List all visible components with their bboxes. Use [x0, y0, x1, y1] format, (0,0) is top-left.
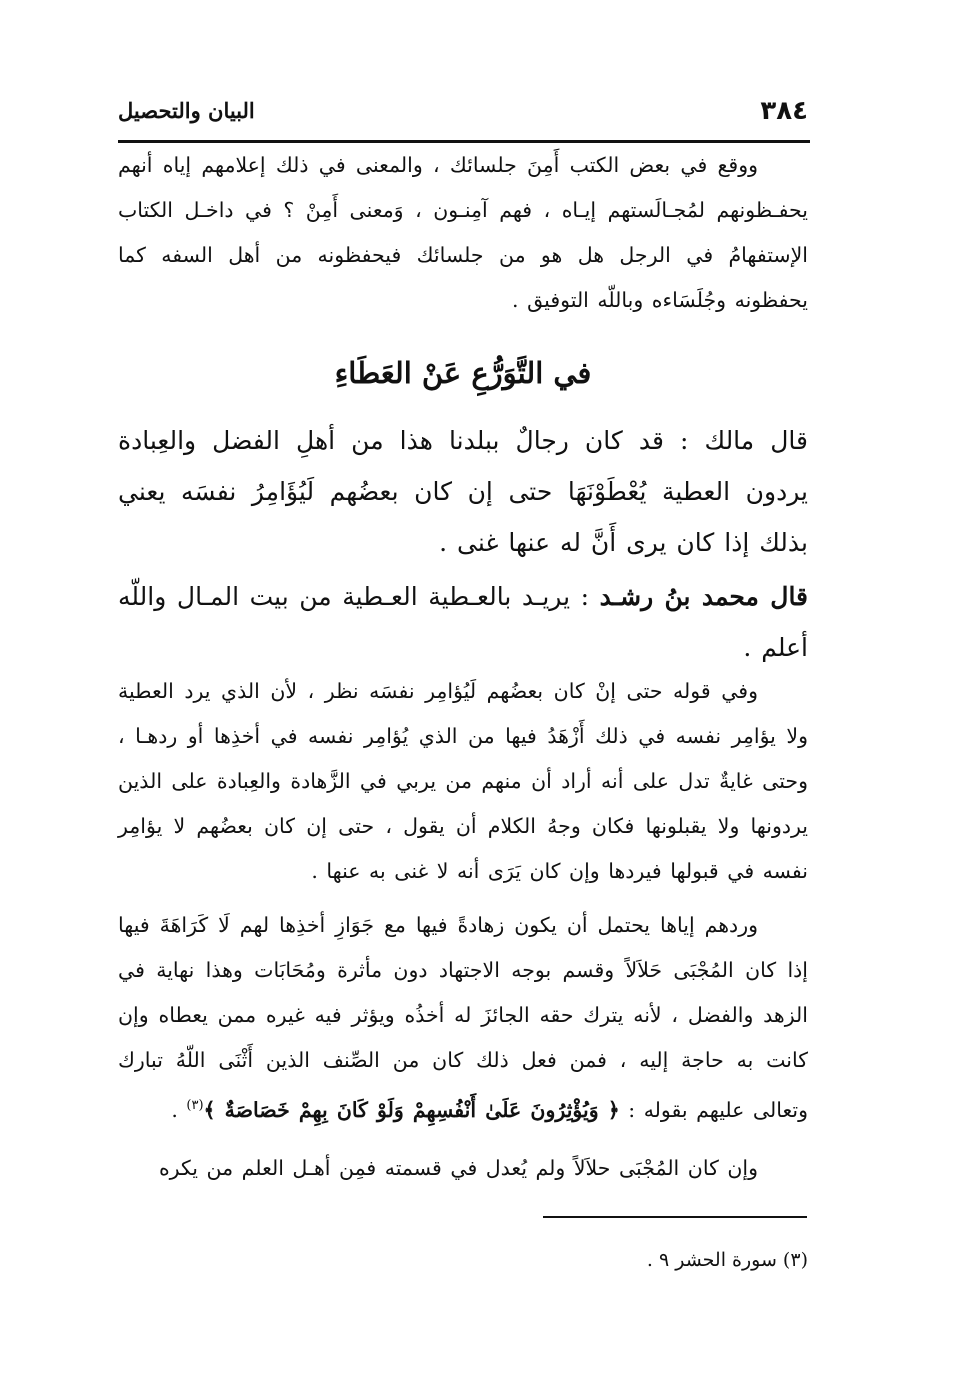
malik-paragraph: قال مالك : قد كان رجالٌ ببلدنا هذا من أهلِ الفضل والعِبادة يردون العطية يُعْطَوْنَهَا حتى إن كان بعضُهم لَيُؤَامِرُ نفسَه يعني بذلك إذا كان يرى أَنَّ له عنها غنى . [118, 426, 808, 557]
section-heading: في التَّوَرُّعِ عَنْ العَطَاءِ [334, 356, 592, 390]
book-title: البيان والتحصيل [118, 98, 255, 123]
verse-paragraph [118, 903, 808, 1133]
verse-paragraph-text: وردهم إياها يحتمل أن يكون زهادةً فيها مع جَوَازِ أخذِها لهم لَا كَرَاهَةَ فيها إذا كان المُجْبَى حَلاَلاً وقسم بوجه الاجتهاد دون مأثرة ومُحَابَات وهذا نهاية في الزهد والفضل ، لأنه يترك حقه الجائزَ له أخذُه ويؤثر فيه غيره ممن يعطاه وإن كانت به حاجة إليه ، فمن فعل ذلك كان من الصِّنف الذين أَثْنَى اللّهُ تبارك وتعالى عليهم بقوله : [118, 913, 808, 1122]
page-number: ٣٨٤ [760, 96, 808, 126]
commentary-paragraph: وفي قوله حتى إنْ كان بعضُهم لَيُؤامِر نفسَه نظر ، لأن الذي يرد العطية ولا يؤامِر نفسه في ذلك أَزْهَدُ فيها من الذي يُؤامِر نفسه في أخذِها أو ردهـا ، وحتى غايةٌ تدل على أنه أراد أن منهم من يربي في الزَّهادة والعِبادة على الذين يردونها ولا يقبلونها فكان وجهُ الكلام أن يقول ، حتى إن كان بعضُهم لا يؤامِر نفسه في قبولها فيردها وإن كان يَرَى أنه لا غنى به عنها . [118, 679, 808, 883]
quran-verse: ﴿ وَيُؤْثِرُونَ عَلَىٰ أَنْفُسِهِمْ وَلَوْ كَانَ بِهِمْ خَصَاصَةٌ ﴾ [203, 1097, 620, 1122]
verse-paragraph-end: . [171, 1097, 187, 1122]
footnote-divider [543, 1216, 807, 1218]
ibn-rushd-paragraph [118, 571, 808, 673]
footnote: (٣) سورة الحشر ٩ . [646, 1249, 808, 1271]
running-header [118, 92, 808, 134]
ibn-rushd-text: : يريـد بالعـطية العـطية من بيت المـال واللّه أعلم . [118, 582, 808, 662]
ibn-rushd-label: قال محمد بنُ رشـد [599, 582, 809, 611]
intro-paragraph: ووقع في بعض الكتب أَمِنَ جلسائك ، والمعنى في ذلك إعلامهم إياه أنهم يحفـظونهم لمُجـالَستهم إيـاه ، فهم آمِنـون ، وَمعنى أَمِنْ ؟ في داخـل الكتاب الإستفهامُ في الرجل هل هو من جلسائك فيحفظونه من أهل السفه كما يحفظونه وجُلَسَاءه وباللّه التوفيق . [118, 153, 808, 312]
footnote-marker: (٣) [186, 1098, 204, 1113]
continuation-line: وإن كان المُجْبَى حلاَلاً ولم يُعدل في قسمته فمِن أهـل العلم من يكره [158, 1156, 758, 1180]
